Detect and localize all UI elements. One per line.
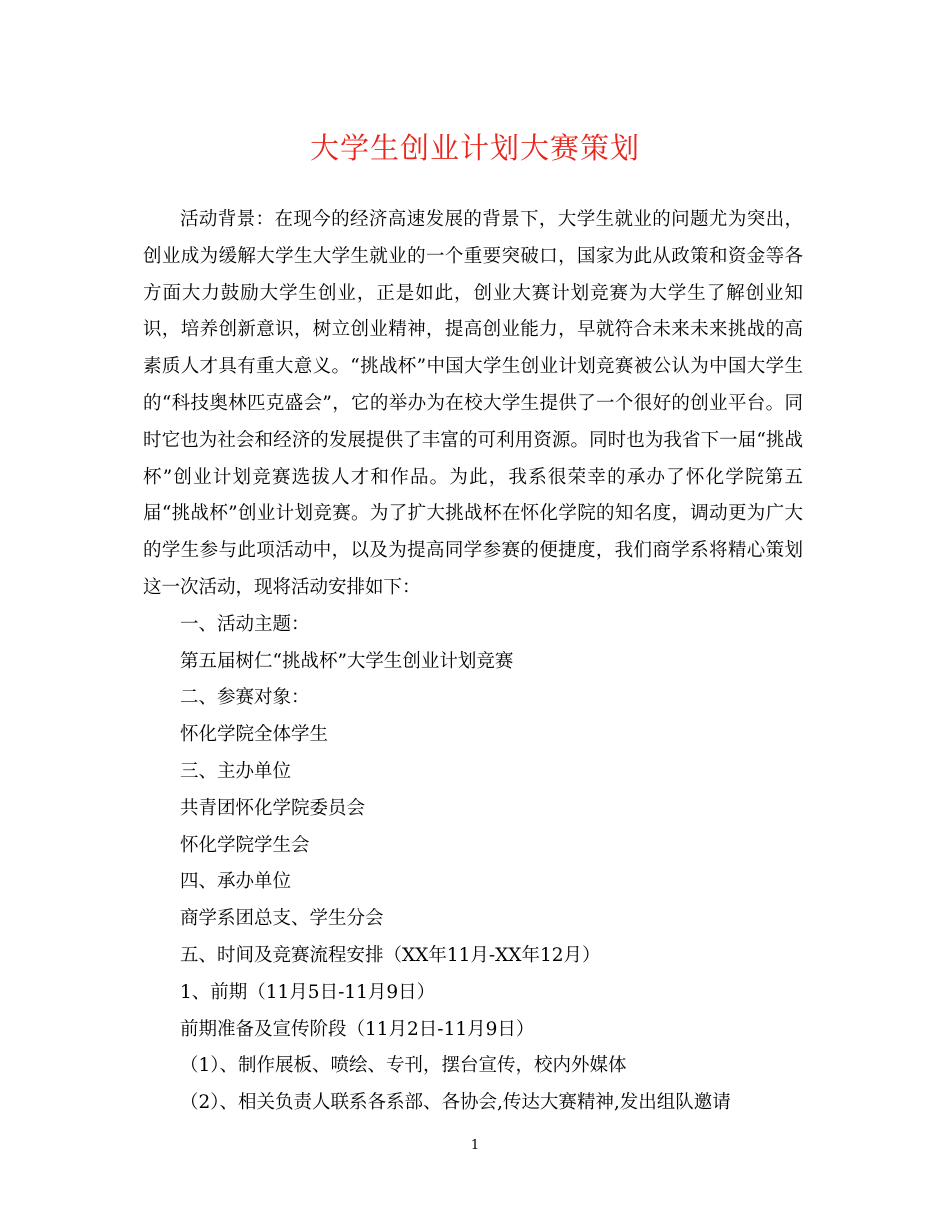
- organizer-text-2: 怀化学院学生会: [180, 834, 310, 856]
- schedule-item-1: （1）、制作展板、喷绘、专刊，摆台宣传，校内外媒体: [180, 1055, 627, 1077]
- section-heading-participants: 二、参赛对象：: [180, 687, 310, 709]
- schedule-phase-1-detail: 前期准备及宣传阶段（11月2日-11月9日）: [180, 1018, 535, 1040]
- section-heading-organizer: 三、主办单位: [180, 760, 292, 782]
- page-number: 1: [470, 1138, 480, 1153]
- participants-text: 怀化学院全体学生: [180, 724, 329, 746]
- section-heading-host: 四、承办单位: [180, 871, 292, 893]
- organizer-text-1: 共青团怀化学院委员会: [180, 797, 366, 819]
- schedule-phase-1: 1、前期（11月5日-11月9日）: [180, 981, 436, 1003]
- schedule-item-2: （2）、相关负责人联系各系部、各协会,传达大赛精神,发出组队邀请: [180, 1092, 731, 1114]
- intro-paragraph: 活动背景：在现今的经济高速发展的背景下，大学生就业的问题尤为突出，创业成为缓解大学生大学生就业的一个重要突破口，国家为此从政策和资金等各方面大力鼓励大学生创业，正是如此，创业大赛计划竞赛为大学生了解创业知识，培养创新意识，树立创业精神，提高创业能力，早就符合未来未来挑战的高素质人才具有重大意义。“挑战杯”中国大学生创业计划竞赛被公认为中国大学生的“科技奥林匹克盛会”，它的举办为在校大学生提供了一个很好的创业平台。同时它也为社会和经济的发展提供了丰富的可利用资源。同时也为我省下一届“挑战杯”创业计划竞赛选拔人才和作品。为此，我系很荣幸的承办了怀化学院第五届“挑战杯”创业计划竞赛。为了扩大挑战杯在怀化学院的知名度，调动更为广大的学生参与此项活动中，以及为提高同学参赛的便捷度，我们商学系将精心策划这一次活动，现将活动安排如下：: [143, 209, 803, 598]
- theme-text: 第五届树仁“挑战杯”大学生创业计划竞赛: [180, 650, 514, 672]
- host-text: 商学系团总支、学生分会: [180, 908, 384, 930]
- section-heading-schedule: 五、时间及竞赛流程安排（XX年11月-XX年12月）: [180, 944, 601, 966]
- section-heading-theme: 一、活动主题：: [180, 613, 310, 635]
- document-body: [143, 202, 803, 1122]
- document-title: 大学生创业计划大赛策划: [309, 131, 640, 165]
